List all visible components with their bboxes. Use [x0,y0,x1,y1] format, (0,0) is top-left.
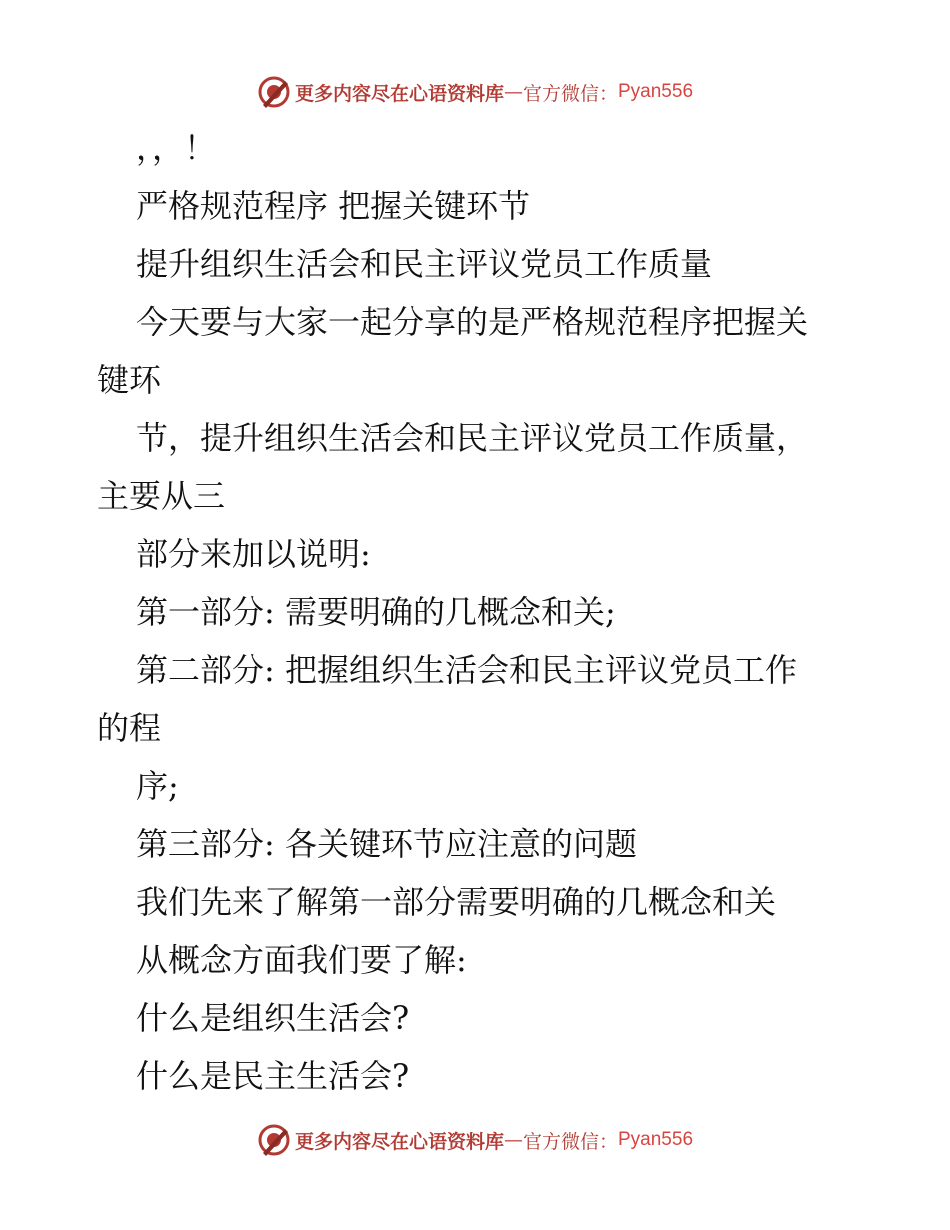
doc-line: 节，提升组织生活会和民主评议党员工作质量， [136,419,809,457]
doc-line: 第二部分: 把握组织生活会和民主评议党员工作 [136,651,797,689]
doc-line: 主要从三 [97,477,226,515]
doc-line: 我们先来了解第一部分需要明确的几概念和关 [136,883,777,921]
banner-main-text: 更多内容尽在心语资料库 [294,1130,504,1153]
banner-wechat-id: Pyan556 [618,81,694,102]
doc-line: 序; [136,767,179,805]
banner-main-text: 更多内容尽在心语资料库 [294,82,504,105]
pen-circle-logo-icon [257,1123,291,1157]
doc-line: 严格规范程序 把握关键环节 [136,187,531,225]
doc-line: 第一部分: 需要明确的几概念和关; [136,593,616,631]
banner-wechat-label: 官方微信： [522,82,618,105]
footer-banner [0,1120,950,1160]
doc-line: 第三部分: 各关键环节应注意的问题 [136,825,637,863]
doc-line: 今天要与大家一起分享的是严格规范程序把握关 [136,303,809,341]
doc-line: 什么是民主生活会? [136,1057,410,1095]
doc-line: 部分来加以说明: [136,535,371,573]
doc-line: 从概念方面我们要了解: [136,941,467,979]
doc-line: 什么是组织生活会? [136,999,410,1037]
doc-line: 键环 [97,361,162,399]
banner-wechat-label: 官方微信： [522,1130,618,1153]
doc-line: ，，！ [136,129,217,167]
doc-line: 的程 [97,709,162,747]
banner-wechat-id: Pyan556 [618,1129,694,1150]
banner-separator: — [503,81,523,103]
banner-separator: — [503,1129,523,1151]
doc-line: 提升组织生活会和民主评议党员工作质量 [136,245,713,283]
